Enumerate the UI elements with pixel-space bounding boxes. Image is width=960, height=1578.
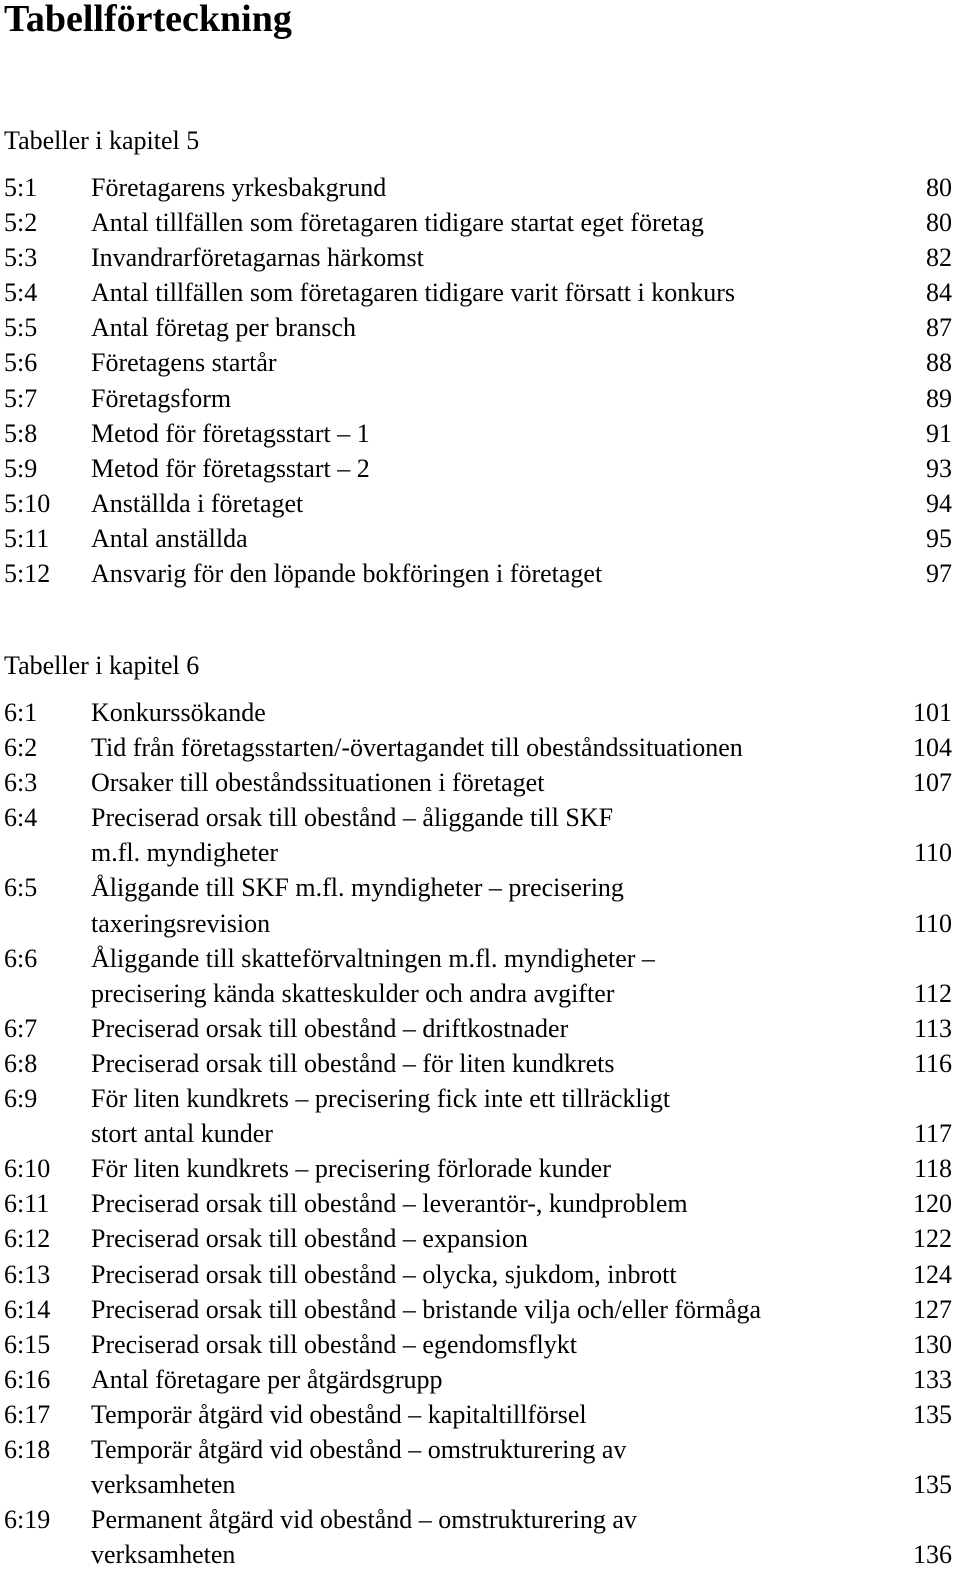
- page-number: 117: [913, 1119, 952, 1149]
- page-number: 80: [926, 208, 952, 238]
- page-number: 93: [926, 453, 952, 483]
- page-number: 127: [913, 1294, 952, 1324]
- table-list-entry: [0, 1362, 960, 1397]
- page-number: 107: [913, 768, 952, 798]
- table-list-entry: [0, 1397, 960, 1432]
- table-list-entry: [0, 310, 960, 345]
- table-title: Preciserad orsak till obestånd – egendomsflykt: [91, 1329, 577, 1359]
- table-list-entry: [0, 695, 960, 730]
- table-number: 5:11: [4, 523, 50, 553]
- table-list-entry: [0, 1221, 960, 1256]
- table-number: 6:7: [4, 1013, 38, 1043]
- page-number: 91: [926, 418, 952, 448]
- table-number: 5:9: [4, 453, 38, 483]
- table-number: 5:2: [4, 208, 38, 238]
- page-number: 87: [926, 313, 952, 343]
- table-number: 6:2: [4, 733, 38, 763]
- table-number: 6:18: [4, 1434, 51, 1464]
- page-number: 97: [926, 559, 952, 589]
- table-title: Orsaker till obeståndssituationen i företaget: [91, 768, 545, 798]
- table-title: Preciserad orsak till obestånd – olycka, sjukdom, inbrott: [91, 1259, 677, 1289]
- table-list-entry: [0, 205, 960, 240]
- section-heading-chapter-6: Tabeller i kapitel 6: [4, 651, 200, 680]
- table-title: Åliggande till skatteförvaltningen m.fl. myndigheter – precisering kända skatteskulder och andra avgifter: [91, 943, 655, 1008]
- table-list-entry: [0, 941, 960, 1011]
- table-number: 6:19: [4, 1505, 51, 1535]
- page-number: 113: [913, 1013, 952, 1043]
- table-number: 5:1: [4, 173, 38, 202]
- table-title: Metod för företagsstart – 1: [91, 418, 370, 448]
- page-number: 84: [926, 278, 952, 308]
- table-list-entry: [0, 486, 960, 521]
- table-title: Företagens startår: [91, 348, 277, 378]
- table-list-entry: [0, 870, 960, 940]
- page-number: 104: [913, 733, 952, 763]
- table-list-entry: [0, 451, 960, 486]
- table-list-entry: [0, 521, 960, 556]
- table-title: Företagarens yrkesbakgrund: [91, 173, 387, 202]
- table-list-entry: [0, 1186, 960, 1221]
- page-number: 89: [926, 383, 952, 413]
- table-title: Invandrarföretagarnas härkomst: [91, 243, 424, 273]
- chapter-6-table-list: [0, 695, 960, 1572]
- table-number: 5:6: [4, 348, 38, 378]
- table-number: 6:16: [4, 1364, 51, 1394]
- table-number: 5:4: [4, 278, 38, 308]
- table-title: Tid från företagsstarten/-övertagandet till obeståndssituationen: [91, 733, 743, 763]
- table-number: 5:8: [4, 418, 38, 448]
- table-list-entry: [0, 765, 960, 800]
- table-title: Preciserad orsak till obestånd – expansion: [91, 1224, 528, 1254]
- table-number: 6:15: [4, 1329, 51, 1359]
- table-list-entry: [0, 1081, 960, 1151]
- table-list-entry: [0, 1292, 960, 1327]
- table-title: Preciserad orsak till obestånd – bristande vilja och/eller förmåga: [91, 1294, 761, 1324]
- table-list-entry: [0, 1151, 960, 1186]
- page-number: 110: [913, 838, 952, 868]
- table-number: 6:6: [4, 943, 38, 973]
- table-title: För liten kundkrets – precisering förlorade kunder: [91, 1154, 611, 1184]
- table-title: Temporär åtgärd vid obestånd – omstrukturering av verksamheten: [91, 1434, 627, 1500]
- table-number: 5:5: [4, 313, 38, 343]
- page-number: 80: [926, 173, 952, 202]
- table-list-entry: [0, 275, 960, 310]
- table-title: Antal anställda: [91, 523, 248, 553]
- table-number: 5:7: [4, 383, 38, 413]
- table-number: 6:5: [4, 873, 38, 903]
- table-list-entry: [0, 556, 960, 591]
- page-number: 120: [913, 1189, 952, 1219]
- table-number: 6:14: [4, 1294, 51, 1324]
- table-list-entry: [0, 416, 960, 451]
- table-title: Anställda i företaget: [91, 488, 304, 518]
- table-list-entry: [0, 1432, 960, 1502]
- table-title: Antal företagare per åtgärdsgrupp: [91, 1364, 443, 1394]
- table-title: Preciserad orsak till obestånd – för liten kundkrets: [91, 1048, 615, 1078]
- page-number: 135: [913, 1470, 952, 1500]
- table-number: 6:17: [4, 1399, 51, 1429]
- table-title: Preciserad orsak till obestånd – åliggande till SKF m.fl. myndigheter: [91, 803, 614, 868]
- table-number: 6:9: [4, 1084, 38, 1114]
- page-number: 95: [926, 523, 952, 553]
- table-list-entry: [0, 345, 960, 380]
- table-title: Företagsform: [91, 383, 232, 413]
- page-number: 124: [913, 1259, 952, 1289]
- table-number: 6:11: [4, 1189, 50, 1219]
- table-number: 6:3: [4, 768, 38, 798]
- table-title: Antal tillfällen som företagaren tidigare varit försatt i konkurs: [91, 278, 736, 308]
- table-title: Metod för företagsstart – 2: [91, 453, 370, 483]
- table-list-entry: [0, 730, 960, 765]
- table-list-entry: [0, 381, 960, 416]
- page-number: 112: [913, 978, 952, 1008]
- page-number: 135: [913, 1399, 952, 1429]
- table-title: Antal företag per bransch: [91, 313, 356, 343]
- page-title: Tabellförteckning: [4, 0, 292, 40]
- table-number: 5:12: [4, 559, 51, 589]
- table-number: 6:1: [4, 698, 38, 727]
- table-number: 6:13: [4, 1259, 51, 1289]
- table-list-entry: [0, 1011, 960, 1046]
- page-number: 122: [913, 1224, 952, 1254]
- table-number: 6:4: [4, 803, 38, 833]
- table-number: 6:12: [4, 1224, 51, 1254]
- table-number: 5:10: [4, 488, 51, 518]
- table-title: Preciserad orsak till obestånd – leverantör-, kundproblem: [91, 1189, 688, 1219]
- table-title: Temporär åtgärd vid obestånd – kapitaltillförsel: [91, 1399, 587, 1429]
- page-number: 82: [926, 243, 952, 273]
- table-list-entry: [0, 1046, 960, 1081]
- table-title: För liten kundkrets – precisering fick inte ett tillräckligt stort antal kunder: [91, 1084, 671, 1149]
- table-title: Åliggande till SKF m.fl. myndigheter – precisering taxeringsrevision: [91, 873, 624, 938]
- table-list-entry: [0, 1257, 960, 1292]
- page-number: 130: [913, 1329, 952, 1359]
- page-number: 118: [913, 1154, 952, 1184]
- table-number: 5:3: [4, 243, 38, 273]
- page-number: 136: [913, 1540, 952, 1570]
- page-number: 101: [913, 698, 952, 727]
- table-title: Ansvarig för den löpande bokföringen i företaget: [91, 559, 603, 589]
- page-number: 116: [913, 1048, 952, 1078]
- table-number: 6:10: [4, 1154, 51, 1184]
- section-heading-chapter-5: Tabeller i kapitel 5: [4, 126, 200, 155]
- table-number: 6:8: [4, 1048, 38, 1078]
- page-number: 94: [926, 488, 952, 518]
- table-list-entry: [0, 240, 960, 275]
- table-title: Permanent åtgärd vid obestånd – omstrukturering av verksamheten: [91, 1505, 637, 1570]
- page-number: 133: [913, 1364, 952, 1394]
- chapter-5-table-list: [0, 170, 960, 591]
- page-number: 110: [913, 908, 952, 938]
- table-list-entry: [0, 800, 960, 870]
- table-list-entry: [0, 170, 960, 205]
- table-title: Preciserad orsak till obestånd – driftkostnader: [91, 1013, 569, 1043]
- table-title: Antal tillfällen som företagaren tidigare startat eget företag: [91, 208, 704, 238]
- page-number: 88: [926, 348, 952, 378]
- table-title: Konkurssökande: [91, 698, 266, 727]
- table-list-entry: [0, 1327, 960, 1362]
- table-list-entry: [0, 1502, 960, 1572]
